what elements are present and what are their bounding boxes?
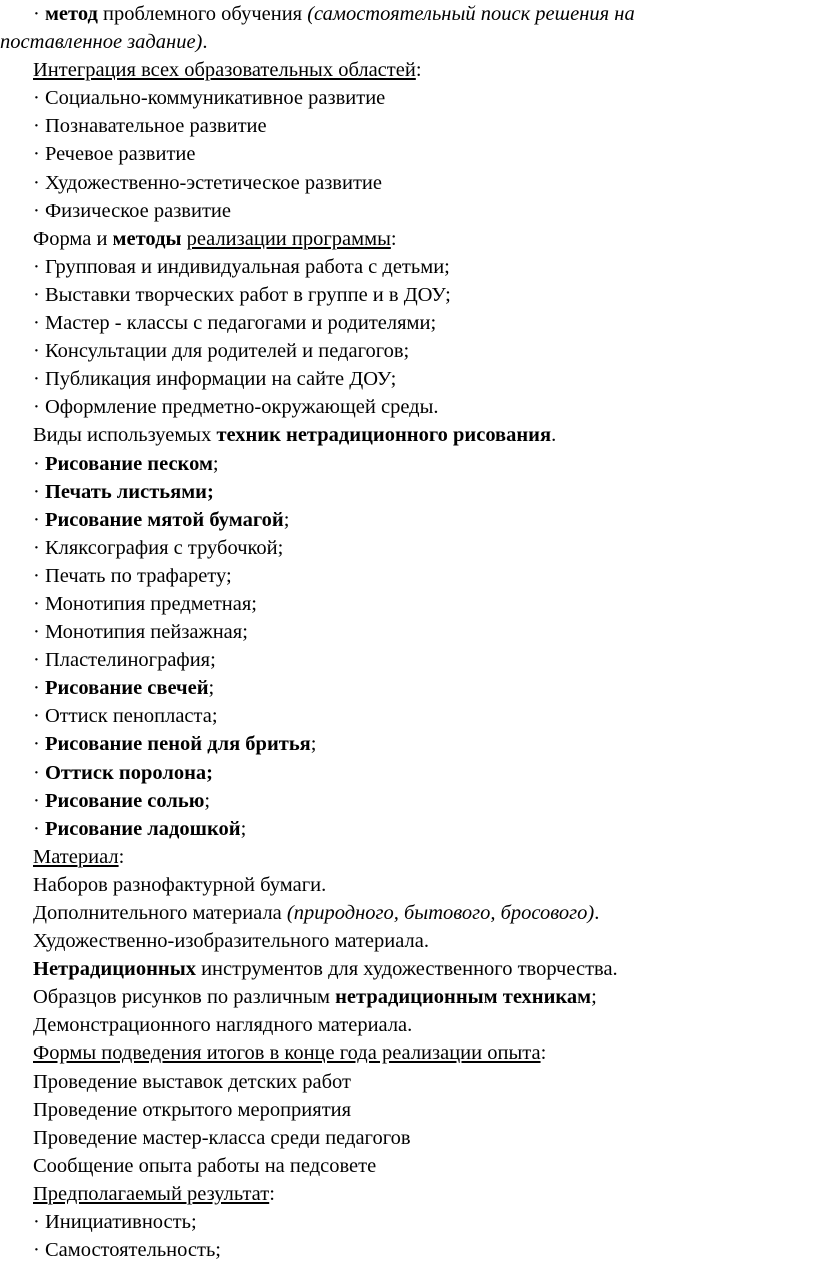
method-bold: метод	[44, 3, 98, 25]
material-line: Художественно-изобразительного материала.	[33, 930, 429, 953]
technique-end: ;	[310, 733, 317, 756]
integration-heading	[0, 56, 816, 84]
material-line	[0, 983, 816, 1011]
technique-label: Рисование пеной для бритья	[44, 733, 311, 756]
bullet: ·	[33, 536, 45, 559]
technique-label: Монотипия предметная;	[44, 592, 257, 615]
material-line	[0, 955, 816, 983]
list-item: · Консультации для родителей и педагогов;	[33, 340, 410, 363]
material-line	[0, 899, 816, 927]
techniques-prefix: Виды используемых	[33, 424, 217, 447]
colon: :	[390, 227, 397, 250]
forms-bold: методы	[112, 227, 182, 250]
material-bold: Нетрадиционных	[33, 958, 196, 981]
technique-item	[0, 478, 816, 506]
material-heading	[0, 843, 816, 871]
technique-label: Печать по трафарету;	[44, 564, 232, 587]
list-item: · Инициативность;	[33, 1211, 197, 1234]
bullet: ·	[33, 592, 45, 615]
list-item: · Групповая и индивидуальная работа с детьми;	[33, 255, 450, 278]
forms-heading	[0, 225, 816, 253]
colon: :	[118, 845, 125, 868]
material-bold: нетрадиционным техникам	[335, 986, 592, 1009]
technique-item	[0, 646, 816, 674]
colon: :	[269, 1182, 275, 1205]
bullet: ·	[33, 705, 45, 728]
method-italic: (самостоятельный поиск решения на	[307, 3, 635, 25]
bullet: ·	[33, 817, 45, 840]
technique-label: Пластелинография;	[44, 649, 216, 672]
technique-item	[0, 702, 816, 730]
technique-label: Оттиск поролона;	[44, 761, 213, 784]
material-text: инструментов для художественного творчества.	[195, 958, 618, 981]
list-item: Проведение открытого мероприятия	[33, 1098, 352, 1121]
technique-end: ;	[283, 508, 290, 531]
bullet: ·	[33, 452, 45, 475]
technique-item	[0, 730, 816, 758]
period: .	[594, 902, 600, 924]
list-item: · Самостоятельность;	[33, 1239, 222, 1262]
technique-item	[0, 759, 816, 787]
technique-label: Рисование песком	[44, 452, 213, 475]
bullet: ·	[33, 3, 45, 25]
integration-heading-text: Интеграция всех образовательных областей	[33, 59, 416, 82]
colon: :	[415, 59, 422, 82]
list-item: · Художественно-эстетическое развитие	[33, 171, 382, 194]
list-item: · Оформление предметно-окружающей среды.	[33, 396, 439, 419]
technique-item	[0, 534, 816, 562]
bullet: ·	[33, 761, 45, 784]
method-text: проблемного обучения	[97, 3, 308, 25]
bullet: ·	[33, 508, 45, 531]
technique-item	[0, 450, 816, 478]
material-text: Образцов рисунков по различным	[33, 986, 336, 1009]
technique-end: ;	[204, 789, 211, 812]
period: .	[202, 31, 208, 54]
technique-item	[0, 674, 816, 702]
material-text: Дополнительного материала	[33, 902, 287, 924]
method-line-1	[0, 0, 816, 28]
list-item: · Мастер - классы с педагогами и родителями;	[33, 312, 437, 335]
list-item: Сообщение опыта работы на педсовете	[33, 1154, 377, 1177]
bullet: ·	[33, 480, 45, 503]
technique-item	[0, 618, 816, 646]
list-item: · Публикация информации на сайте ДОУ;	[33, 368, 397, 391]
expected-heading	[0, 1180, 816, 1208]
technique-label: Рисование мятой бумагой	[44, 508, 284, 531]
bullet: ·	[33, 649, 45, 672]
technique-end: ;	[208, 677, 215, 700]
techniques-list	[0, 450, 816, 843]
method-line-2	[0, 28, 816, 56]
list-item: · Выставки творческих работ в группе и в ДОУ;	[33, 283, 451, 306]
results-forms-heading	[0, 1039, 816, 1067]
semicolon: ;	[591, 986, 597, 1009]
period: .	[551, 424, 557, 447]
bullet: ·	[33, 733, 45, 756]
technique-end: ;	[212, 452, 219, 475]
technique-item	[0, 590, 816, 618]
technique-label: Рисование свечей	[44, 677, 209, 700]
method-italic-cont: поставленное задание)	[0, 31, 203, 54]
forms-underlined: реализации программы	[186, 227, 391, 250]
bullet: ·	[33, 789, 45, 812]
techniques-heading	[0, 421, 816, 449]
bullet: ·	[33, 564, 45, 587]
technique-end: ;	[240, 817, 247, 840]
bullet: ·	[33, 677, 45, 700]
technique-label: Рисование солью	[44, 789, 205, 812]
bullet: ·	[33, 621, 45, 644]
list-item: · Речевое развитие	[33, 143, 196, 166]
expected-heading-text: Предполагаемый результат	[33, 1182, 270, 1205]
technique-label: Оттиск пенопласта;	[44, 705, 218, 728]
list-item: Проведение мастер-класса среди педагогов	[33, 1126, 411, 1149]
technique-label: Кляксография с трубочкой;	[44, 536, 284, 559]
forms-prefix: Форма и	[33, 227, 113, 250]
material-heading-text: Материал	[33, 845, 119, 868]
technique-item	[0, 815, 816, 843]
technique-item	[0, 787, 816, 815]
material-line: Наборов разнофактурной бумаги.	[33, 873, 327, 896]
list-item: · Физическое развитие	[33, 199, 231, 222]
list-item: Проведение выставок детских работ	[33, 1070, 351, 1093]
technique-label: Монотипия пейзажная;	[44, 621, 248, 644]
list-item: · Социально-коммуникативное развитие	[33, 87, 386, 110]
technique-label: Печать листьями;	[44, 480, 214, 503]
technique-label: Рисование ладошкой	[44, 817, 241, 840]
list-item: · Познавательное развитие	[33, 115, 267, 138]
material-line: Демонстрационного наглядного материала.	[33, 1014, 413, 1037]
techniques-bold: техник нетрадиционного рисования	[216, 424, 552, 447]
material-italic: (природного, бытового, бросового)	[286, 902, 595, 924]
results-forms-heading-text: Формы подведения итогов в конце года реализации опыта	[33, 1042, 541, 1065]
technique-item	[0, 506, 816, 534]
technique-item	[0, 562, 816, 590]
colon: :	[540, 1042, 547, 1065]
